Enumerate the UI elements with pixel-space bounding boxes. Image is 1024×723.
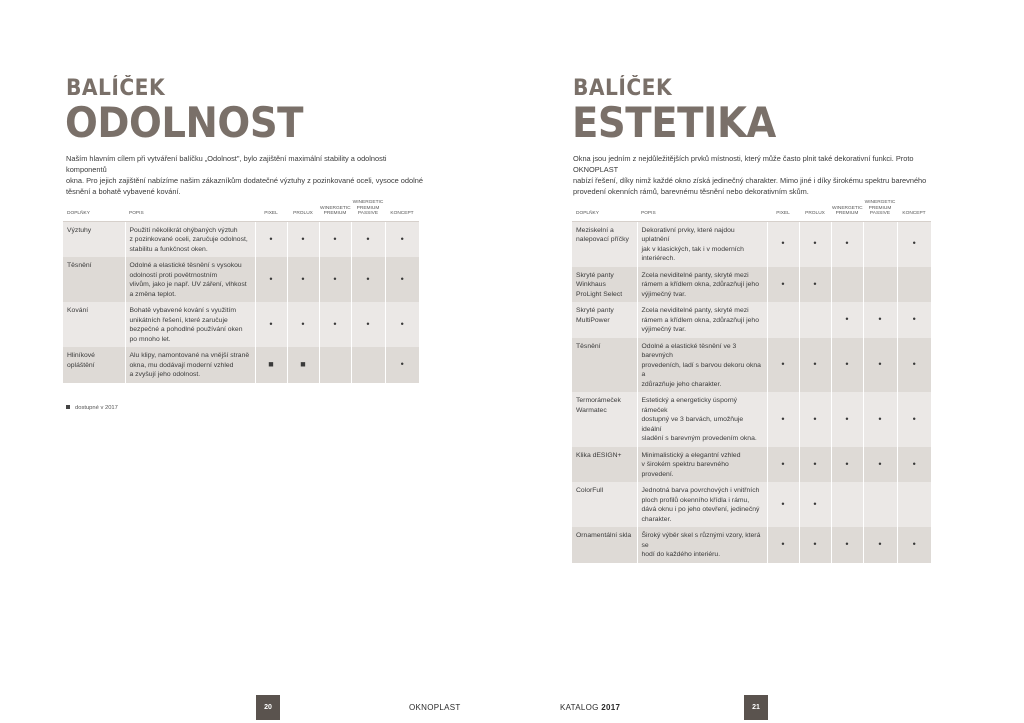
row-description-line: v širokém spektru barevného provedení. bbox=[641, 461, 729, 478]
available-dot-icon: • bbox=[385, 347, 419, 383]
table-row bbox=[572, 267, 931, 303]
available-dot-icon: • bbox=[799, 447, 831, 483]
available-dot-icon: • bbox=[897, 302, 931, 338]
table-row bbox=[63, 302, 419, 347]
available-dot-icon: • bbox=[319, 221, 351, 257]
row-description bbox=[637, 338, 767, 393]
available-dot-icon: • bbox=[319, 302, 351, 347]
table-row bbox=[572, 221, 931, 267]
available-dot-icon: • bbox=[831, 338, 863, 393]
intro-line: provedení okenních rámů, barevnému těsnění nebo dekorativním skům. bbox=[573, 187, 809, 196]
row-description bbox=[637, 392, 767, 447]
row-description-line: Široký výběr skel s různými vzory, která se bbox=[641, 532, 761, 549]
column-header: WINERGETIC PREMIUM PASSIVE bbox=[351, 200, 385, 221]
right-footer bbox=[512, 695, 1024, 723]
row-description-line: bezpečné a pohodlné používání oken bbox=[129, 326, 243, 333]
available-dot-icon: • bbox=[799, 267, 831, 303]
table-row bbox=[572, 482, 931, 527]
available-dot-icon: • bbox=[831, 302, 863, 338]
empty-cell bbox=[863, 482, 897, 527]
column-header: WINERGETIC PREMIUM bbox=[831, 200, 863, 221]
available-dot-icon: • bbox=[385, 257, 419, 302]
row-description bbox=[637, 527, 767, 563]
available-dot-icon: • bbox=[863, 527, 897, 563]
available-dot-icon: • bbox=[799, 392, 831, 447]
row-description-line: vlivům, jako je např. UV záření, vlhkost bbox=[129, 281, 247, 288]
square-bullet-icon bbox=[66, 405, 70, 409]
left-kicker: BALÍČEK bbox=[66, 76, 166, 101]
available-dot-icon: • bbox=[831, 221, 863, 267]
table-row bbox=[572, 447, 931, 483]
available-dot-icon: • bbox=[255, 257, 287, 302]
row-description-line: a zvyšují jeho odolnost. bbox=[129, 371, 201, 378]
row-description-line: dostupný ve 3 barvách, umožňuje ideální bbox=[641, 416, 744, 433]
row-description-line: rámem a křídlem okna, zdůrazňují jeho bbox=[641, 316, 759, 324]
available-dot-icon: • bbox=[767, 447, 799, 483]
table-row bbox=[572, 392, 931, 447]
row-name-line: nalepovací příčky bbox=[576, 236, 629, 243]
row-name-line: Winkhaus bbox=[576, 281, 606, 288]
table-row bbox=[63, 347, 419, 383]
row-description-line: Dekorativní prvky, které najdou uplatnění bbox=[641, 226, 735, 243]
row-description-line: Odolné a elastické těsnění ve 3 barevných bbox=[641, 342, 737, 359]
column-header: POPIS bbox=[125, 200, 255, 221]
row-description-line: Použití několikrát ohýbaných výztuh bbox=[129, 226, 238, 234]
row-name-line: MultiPower bbox=[576, 316, 610, 324]
available-dot-icon: • bbox=[767, 527, 799, 563]
row-description-line: Alu klipy, namontované na vnější straně bbox=[129, 352, 250, 359]
empty-cell bbox=[351, 347, 385, 383]
right-kicker: BALÍČEK bbox=[573, 76, 673, 101]
left-footnote bbox=[66, 405, 118, 411]
empty-cell bbox=[897, 267, 931, 303]
table-row bbox=[572, 527, 931, 563]
available-dot-icon: • bbox=[799, 221, 831, 267]
column-header: PROLUX bbox=[287, 200, 319, 221]
available-dot-icon: • bbox=[287, 221, 319, 257]
row-description bbox=[125, 347, 255, 383]
available-dot-icon: • bbox=[255, 302, 287, 347]
empty-cell bbox=[831, 482, 863, 527]
row-description-line: výjimečný tvar. bbox=[641, 290, 687, 298]
row-description-line: dává oknu i po jeho otevření, jedinečný bbox=[641, 506, 760, 513]
column-header: KONCEPT bbox=[385, 200, 419, 221]
row-name bbox=[572, 527, 637, 563]
page-number: 21 bbox=[744, 695, 768, 720]
row-name bbox=[572, 447, 637, 483]
available-dot-icon: • bbox=[863, 302, 897, 338]
row-description-line: okna, mu dodávají moderní vzhled bbox=[129, 361, 234, 369]
available-dot-icon: • bbox=[863, 392, 897, 447]
row-description-line: charakter. bbox=[641, 515, 672, 523]
intro-line: okna. Pro jejich zajištění nabízíme našim zákazníkům dodatečné výztuhy z pozinkované oceli, vysoce odolné bbox=[66, 176, 423, 185]
table-row bbox=[63, 221, 419, 257]
table-header-row bbox=[572, 200, 931, 221]
row-name-line: opláštění bbox=[67, 361, 95, 369]
row-description-line: výjimečný tvar. bbox=[641, 326, 687, 333]
available-dot-icon: • bbox=[799, 527, 831, 563]
right-title: ESTETIKA bbox=[572, 98, 776, 147]
available-dot-icon: • bbox=[799, 482, 831, 527]
row-name bbox=[572, 267, 637, 303]
empty-cell bbox=[897, 482, 931, 527]
column-header: DOPLŇKY bbox=[63, 200, 125, 221]
row-name-line: ColorFull bbox=[576, 487, 604, 494]
column-header: WINERGETIC PREMIUM bbox=[319, 200, 351, 221]
row-description-line: odolností proti povětrnostním bbox=[129, 271, 218, 279]
empty-cell bbox=[319, 347, 351, 383]
row-description-line: sladění s barevným provedením okna. bbox=[641, 435, 757, 442]
available-dot-icon: • bbox=[863, 338, 897, 393]
column-header: DOPLŇKY bbox=[572, 200, 637, 221]
row-description-line: ploch profilů okenního křídla i rámu, bbox=[641, 496, 750, 504]
right-intro bbox=[573, 153, 953, 197]
available-dot-icon: • bbox=[319, 257, 351, 302]
row-description bbox=[637, 447, 767, 483]
row-name bbox=[63, 221, 125, 257]
available-dot-icon: • bbox=[897, 221, 931, 267]
available-dot-icon: • bbox=[385, 302, 419, 347]
row-name-line: ProLight Select bbox=[576, 290, 623, 298]
available-dot-icon: • bbox=[897, 527, 931, 563]
footer-year: 2017 bbox=[601, 703, 621, 712]
row-name-line: Těsnění bbox=[576, 342, 601, 350]
available-dot-icon: • bbox=[831, 527, 863, 563]
available-dot-icon: • bbox=[767, 338, 799, 393]
footnote-text: dostupné v 2017 bbox=[75, 405, 118, 411]
available-dot-icon: • bbox=[897, 392, 931, 447]
row-description bbox=[637, 267, 767, 303]
table-row bbox=[572, 338, 931, 393]
column-header: KONCEPT bbox=[897, 200, 931, 221]
row-description-line: jak v klasických, tak i v moderních bbox=[641, 245, 744, 253]
row-name bbox=[572, 302, 637, 338]
row-name-line: Výztuhy bbox=[67, 226, 92, 234]
row-name bbox=[572, 338, 637, 393]
row-description bbox=[637, 302, 767, 338]
row-description-line: Zcela neviditelné panty, skryté mezi bbox=[641, 271, 749, 279]
empty-cell bbox=[767, 302, 799, 338]
available-dot-icon: • bbox=[287, 257, 319, 302]
row-description-line: provedeních, ladí s barvou dekoru okna a bbox=[641, 361, 761, 378]
row-description-line: stabilitu a funkčnost oken. bbox=[129, 245, 208, 253]
empty-cell bbox=[799, 302, 831, 338]
row-description-line: rámem a křídlem okna, zdůrazňují jeho bbox=[641, 281, 759, 288]
column-header: WINERGETIC PREMIUM PASSIVE bbox=[863, 200, 897, 221]
available-dot-icon: • bbox=[831, 447, 863, 483]
row-name-line: Meziskelní a bbox=[576, 226, 614, 234]
row-description-line: hodí do každého interiéru. bbox=[641, 551, 721, 558]
available-dot-icon: • bbox=[385, 221, 419, 257]
row-name bbox=[572, 482, 637, 527]
empty-cell bbox=[863, 221, 897, 267]
left-spec-table bbox=[63, 200, 419, 383]
row-description-line: interiérech. bbox=[641, 255, 676, 262]
row-name-line: Warmatec bbox=[576, 406, 607, 414]
row-description-line: unikátních řešení, které zaručuje bbox=[129, 316, 228, 324]
column-header: PROLUX bbox=[799, 200, 831, 221]
intro-line: Okna jsou jedním z nejdůležitějších prvků místnosti, který může často plnit také dekorativní funkci. Proto OKNOPLAST bbox=[573, 154, 914, 174]
empty-cell bbox=[863, 267, 897, 303]
row-description-line: zdůrazňuje jeho charakter. bbox=[641, 380, 722, 388]
intro-line: nabízí řešení, díky nimž každé okno získá jedinečný charakter. Mimo jiné i díky širokému spektru barevného bbox=[573, 176, 927, 185]
available-dot-icon: • bbox=[255, 221, 287, 257]
empty-cell bbox=[831, 267, 863, 303]
row-description-line: Jednotná barva povrchových i vnitřních bbox=[641, 487, 760, 494]
available-dot-icon: • bbox=[897, 447, 931, 483]
available-dot-icon: • bbox=[897, 338, 931, 393]
footer-catalog bbox=[560, 703, 620, 712]
page-number: 20 bbox=[256, 695, 280, 720]
available-dot-icon: • bbox=[287, 302, 319, 347]
row-description-line: Minimalistický a elegantní vzhled bbox=[641, 451, 741, 459]
row-name-line: Kování bbox=[67, 307, 89, 314]
row-description bbox=[125, 221, 255, 257]
row-name bbox=[63, 347, 125, 383]
intro-line: Naším hlavním cílem při vytváření balíčku „Odolnost", bylo zajištění maximální stability a odolnosti komponentů bbox=[66, 154, 387, 174]
row-name-line: Těsnění bbox=[67, 262, 92, 269]
available-dot-icon: • bbox=[767, 482, 799, 527]
right-spec-table bbox=[572, 200, 931, 563]
right-page bbox=[512, 0, 1024, 723]
column-header: POPIS bbox=[637, 200, 767, 221]
row-name bbox=[572, 392, 637, 447]
left-footer bbox=[0, 695, 512, 723]
left-title: ODOLNOST bbox=[65, 98, 304, 147]
table-row bbox=[63, 257, 419, 302]
available-dot-icon: • bbox=[863, 447, 897, 483]
available-dot-icon: • bbox=[767, 221, 799, 267]
table-row bbox=[572, 302, 931, 338]
available-dot-icon: • bbox=[767, 392, 799, 447]
footer-catalog-label: KATALOG bbox=[560, 703, 599, 712]
table-header-row bbox=[63, 200, 419, 221]
available-2017-icon: ■ bbox=[287, 347, 319, 383]
row-description bbox=[125, 257, 255, 302]
column-header: PIXEL bbox=[767, 200, 799, 221]
available-dot-icon: • bbox=[351, 302, 385, 347]
row-description-line: Odolné a elastické těsnění s vysokou bbox=[129, 262, 242, 269]
row-description bbox=[637, 221, 767, 267]
left-intro bbox=[66, 153, 426, 197]
row-name-line: Ornamentální skla bbox=[576, 532, 632, 539]
row-description-line: Estetický a energeticky úsporný rámeček bbox=[641, 397, 738, 414]
row-name-line: Skryté panty bbox=[576, 307, 614, 314]
row-name bbox=[63, 302, 125, 347]
column-header: PIXEL bbox=[255, 200, 287, 221]
row-description-line: po mnoho let. bbox=[129, 335, 171, 343]
available-dot-icon: • bbox=[799, 338, 831, 393]
row-name-line: Hliníkové bbox=[67, 352, 95, 359]
available-dot-icon: • bbox=[351, 221, 385, 257]
footer-brand: OKNOPLAST bbox=[409, 703, 461, 712]
available-2017-icon: ■ bbox=[255, 347, 287, 383]
row-description-line: Zcela neviditelné panty, skryté mezi bbox=[641, 307, 749, 314]
available-dot-icon: • bbox=[351, 257, 385, 302]
row-name bbox=[63, 257, 125, 302]
row-name-line: Skryté panty bbox=[576, 271, 614, 279]
row-description-line: z pozinkované oceli, zaručuje odolnost, bbox=[129, 236, 248, 243]
available-dot-icon: • bbox=[767, 267, 799, 303]
row-description-line: a změna teplot. bbox=[129, 290, 176, 298]
row-description-line: Bohatě vybavené kování s využitím bbox=[129, 307, 237, 314]
row-description bbox=[125, 302, 255, 347]
row-description bbox=[637, 482, 767, 527]
row-name-line: Klika dESIGN+ bbox=[576, 451, 622, 459]
row-name-line: Termorámeček bbox=[576, 397, 621, 404]
intro-line: těsnění a bohatě vybavené kování. bbox=[66, 187, 181, 196]
row-name bbox=[572, 221, 637, 267]
available-dot-icon: • bbox=[831, 392, 863, 447]
